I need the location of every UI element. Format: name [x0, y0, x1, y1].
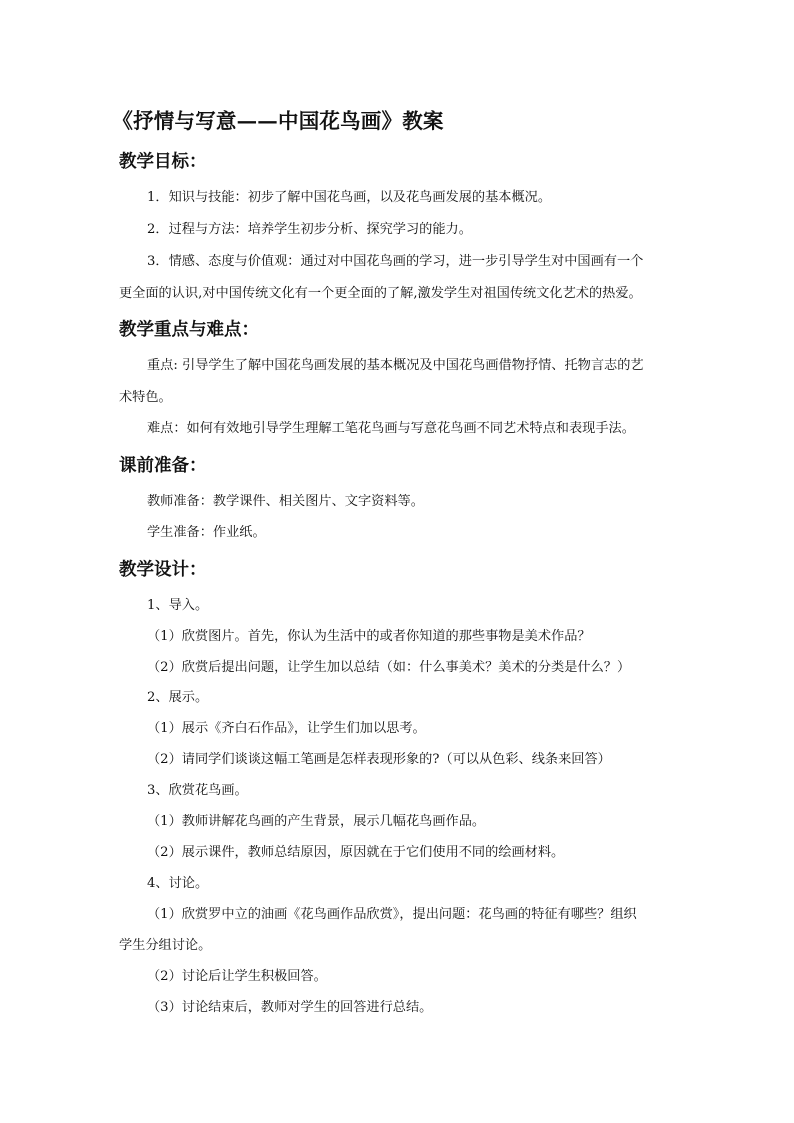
section-heading-design: 教学设计：: [119, 560, 207, 580]
key-point-line: 术特色。: [119, 390, 172, 405]
preparation-line: 学生准备：作业纸。: [147, 525, 266, 540]
section-heading-objectives: 教学目标：: [119, 152, 207, 172]
design-line: （2）讨论后让学生积极回答。: [147, 969, 327, 984]
design-line: 学生分组讨论。: [119, 938, 212, 953]
key-point-line: 难点：如何有效地引导学生理解工笔花鸟画与写意花鸟画不同艺术特点和表现手法。: [147, 421, 635, 436]
design-line: （2）请同学们谈谈这幅工笔画是怎样表现形象的?（可以从色彩、线条来回答）: [147, 752, 611, 767]
document-title: 《抒情与写意——中国花鸟画》教案: [112, 109, 444, 133]
design-line: （2）欣赏后提出问题，让学生加以总结（如：什么事美术？美术的分类是什么？）: [147, 660, 631, 675]
design-line: （1）教师讲解花鸟画的产生背景，展示几幅花鸟画作品。: [147, 814, 486, 829]
objective-line: 1．知识与技能：初步了解中国花鸟画，以及花鸟画发展的基本概况。: [147, 190, 552, 205]
design-line: 2、展示。: [147, 690, 209, 705]
objective-line: 2．过程与方法：培养学生初步分析、探究学习的能力。: [147, 222, 472, 237]
section-heading-preparation: 课前准备：: [119, 456, 207, 476]
design-line: （2）展示课件，教师总结原因，原因就在于它们使用不同的绘画材料。: [147, 845, 565, 860]
design-line: （1）展示《齐白石作品》，让学生们加以思考。: [147, 721, 426, 736]
objective-line: 3．情感、态度与价值观：通过对中国花鸟画的学习，进一步引导学生对中国画有一个: [147, 254, 644, 269]
section-heading-key-points: 教学重点与难点：: [119, 320, 259, 340]
design-line: （1）欣赏罗中立的油画《花鸟画作品欣赏》，提出问题：花鸟画的特征有哪些？组织: [147, 907, 637, 922]
objective-line: 更全面的认识,对中国传统文化有一个更全面的了解,激发学生对祖国传统文化艺术的热爱。: [119, 286, 642, 301]
key-point-line: 重点: 引导学生了解中国花鸟画发展的基本概况及中国花鸟画借物抒情、托物言志的艺: [147, 358, 644, 373]
design-line: （3）讨论结束后，教师对学生的回答进行总结。: [147, 1000, 433, 1015]
design-line: 1、导入。: [147, 598, 209, 613]
design-line: （1）欣赏图片。首先，你认为生活中的或者你知道的那些事物是美术作品？: [147, 629, 591, 644]
design-line: 3、欣赏花鸟画。: [147, 783, 248, 798]
preparation-line: 教师准备：教学课件、相关图片、文字资料等。: [147, 494, 424, 509]
design-line: 4、讨论。: [147, 876, 209, 891]
